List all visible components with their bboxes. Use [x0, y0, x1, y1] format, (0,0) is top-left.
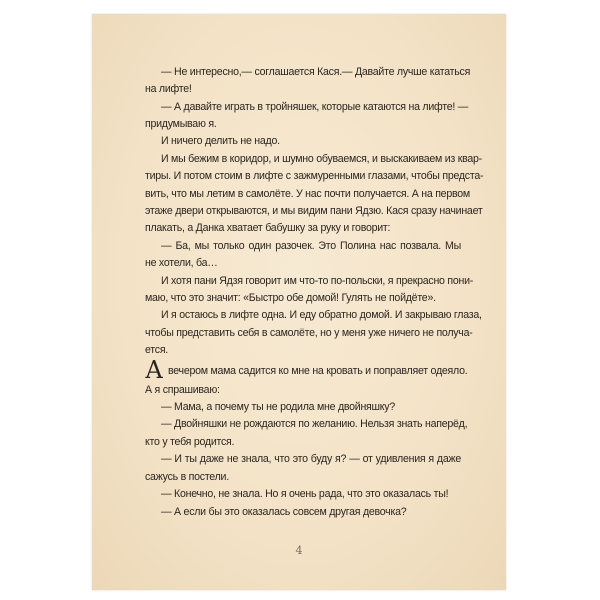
text-line: — Двойняшки не рождаются по желанию. Нельзя знать наперёд, — [161, 418, 468, 430]
text-line: — А если бы это оказалась совсем другая девочка? — [161, 506, 407, 518]
text-line: — А давайте играть в тройняшек, которые катаются на лифте! — — [161, 101, 469, 113]
drop-cap: А — [145, 356, 164, 384]
text-line: сажусь в постели. — [145, 471, 229, 483]
text-line: — Ба, мы только один разочек. Это Полина нас позвала. Мы — [161, 240, 461, 252]
text-line: плакать, а Данка хватает бабушку за руку и говорит: — [145, 222, 391, 234]
text-line: кто у тебя родится. — [145, 436, 235, 448]
text-line: И ничего делить не надо. — [161, 135, 280, 147]
text-line: вить, что мы летим в самолёте. У нас почти получается. А на первом — [145, 188, 470, 200]
text-line: придумываю я. — [145, 118, 217, 130]
page-number: 4 — [295, 544, 303, 557]
text-line: вечером мама садится ко мне на кровать и поправляет одеяло. — [168, 365, 468, 377]
text-line: этаже двери открываются, и мы видим пани Ядзю. Кася сразу начинает — [145, 205, 483, 217]
text-line: И хотя пани Ядзя говорит им что-то по-польски, я прекрасно пони- — [161, 275, 474, 287]
text-line: А я спрашиваю: — [145, 384, 220, 396]
text-line: маю, что это значит: «Быстро обе домой! Гулять не пойдёте». — [145, 292, 436, 304]
text-line: — Мама, а почему ты не родила мне двойняшку? — [161, 401, 395, 413]
text-line: на лифте! — [145, 83, 192, 95]
text-line: тиры. И потом стоим в лифте с зажмуренными глазами, чтобы предста- — [145, 170, 484, 182]
book-page — [92, 14, 506, 590]
text-line: И мы бежим в коридор, и шумно обуваемся, и выскакиваем из квар- — [161, 153, 482, 165]
text-line: — И ты даже не знала, что это буду я? — от удивления я даже — [161, 453, 461, 465]
text-line: — Не интересно,— соглашается Кася.— Давайте лучше кататься — [161, 66, 471, 78]
text-line: ется. — [145, 344, 168, 356]
text-line: чтобы представить себя в самолёте, но у меня уже ничего не получа- — [145, 327, 473, 339]
text-line: не хотели, ба… — [145, 257, 218, 269]
text-line: — Конечно, не знала. Но я очень рада, что это оказалась ты! — [161, 488, 449, 500]
text-line: И я остаюсь в лифте одна. И еду обратно домой. И закрываю глаза, — [161, 309, 482, 321]
